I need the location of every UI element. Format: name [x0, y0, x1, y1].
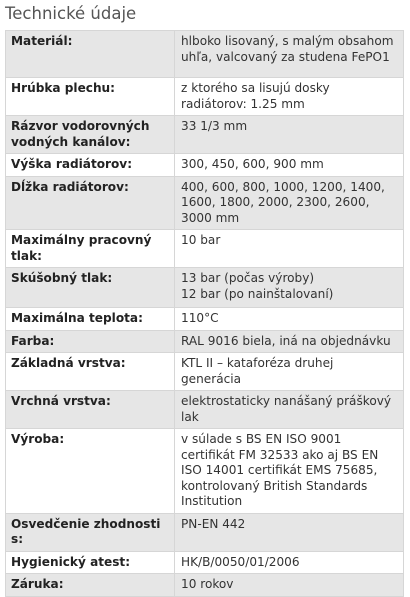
- table-row: [6, 429, 404, 514]
- section-title: Technické údaje: [5, 4, 137, 23]
- table-row: [6, 574, 404, 597]
- spec-value: 300, 450, 600, 900 mm: [175, 154, 404, 177]
- spec-label: Hrúbka plechu:: [6, 78, 175, 116]
- spec-value: 13 bar (počas výroby) 12 bar (po nainštalovaní): [175, 268, 404, 308]
- table-row: [6, 31, 404, 78]
- spec-value: 10 bar: [175, 230, 404, 268]
- spec-label: Maximálny pracovný tlak:: [6, 230, 175, 268]
- spec-label: Výroba:: [6, 429, 175, 514]
- table-row: [6, 154, 404, 177]
- table-row: [6, 268, 404, 308]
- spec-label: Základná vrstva:: [6, 353, 175, 391]
- table-row: [6, 78, 404, 116]
- specifications-table: [5, 30, 404, 597]
- spec-label: Záruka:: [6, 574, 175, 597]
- spec-value: hlboko lisovaný, s malým obsahom uhľa, valcovaný za studena FePO1: [175, 31, 404, 78]
- table-row: [6, 330, 404, 353]
- spec-label: Dĺžka radiátorov:: [6, 176, 175, 230]
- table-row: [6, 176, 404, 230]
- spec-value: 10 rokov: [175, 574, 404, 597]
- spec-value: 110°C: [175, 308, 404, 331]
- spec-value: elektrostaticky nanášaný práškový lak: [175, 391, 404, 429]
- spec-label: Výška radiátorov:: [6, 154, 175, 177]
- table-row: [6, 391, 404, 429]
- spec-value: 33 1/3 mm: [175, 116, 404, 154]
- spec-value: z ktorého sa lisujú dosky radiátorov: 1.25 mm: [175, 78, 404, 116]
- table-row: [6, 230, 404, 268]
- spec-label: Skúšobný tlak:: [6, 268, 175, 308]
- spec-value: 400, 600, 800, 1000, 1200, 1400, 1600, 1800, 2000, 2300, 2600, 3000 mm: [175, 176, 404, 230]
- spec-value: HK/B/0050/01/2006: [175, 551, 404, 574]
- spec-label: Vrchná vrstva:: [6, 391, 175, 429]
- spec-value: RAL 9016 biela, iná na objednávku: [175, 330, 404, 353]
- spec-label: Rázvor vodorovných vodných kanálov:: [6, 116, 175, 154]
- spec-value: KTL II – kataforéza druhej generácia: [175, 353, 404, 391]
- spec-label: Materiál:: [6, 31, 175, 78]
- spec-label: Maximálna teplota:: [6, 308, 175, 331]
- table-row: [6, 353, 404, 391]
- spec-label: Osvedčenie zhodnosti s:: [6, 513, 175, 551]
- spec-value: PN-EN 442: [175, 513, 404, 551]
- spec-value: v súlade s BS EN ISO 9001 certifikát FM 32533 ako aj BS EN ISO 14001 certifikát EMS 75685, kontrolovaný British Standards Institution: [175, 429, 404, 514]
- table-row: [6, 116, 404, 154]
- table-row: [6, 308, 404, 331]
- specifications-body: [6, 31, 404, 597]
- table-row: [6, 551, 404, 574]
- spec-label: Farba:: [6, 330, 175, 353]
- table-row: [6, 513, 404, 551]
- spec-label: Hygienický atest:: [6, 551, 175, 574]
